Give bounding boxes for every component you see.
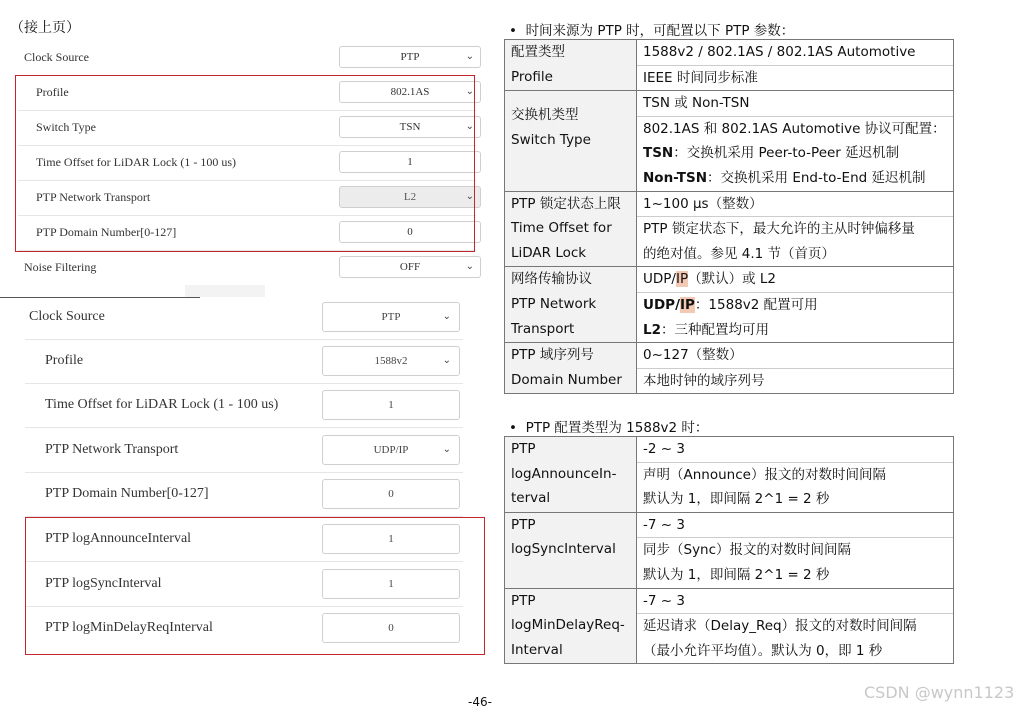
domain-number-input[interactable]: 0 xyxy=(322,479,460,509)
table-row xyxy=(505,437,954,513)
cell-line: 网络传输协议 xyxy=(511,271,592,288)
cell-line: logAnnounceIn- xyxy=(511,465,617,482)
cell-line: 1~100 μs（整数） xyxy=(643,195,763,212)
row-profile xyxy=(25,339,463,384)
bold-term: UDP/ xyxy=(643,296,680,313)
select-value: TSN xyxy=(399,121,421,133)
cell-line: PTP 锁定状态上限 xyxy=(511,195,621,212)
select-value: 1588v2 xyxy=(374,355,408,367)
row-domain-number xyxy=(25,472,463,517)
chevron-down-icon: ⌄ xyxy=(465,51,474,62)
cell-text: ：交换机采用 Peer-to-Peer 延迟机制 xyxy=(673,145,900,162)
table-row xyxy=(505,267,954,343)
cell-line: 本地时钟的域序列号 xyxy=(637,368,953,394)
table-cell xyxy=(505,191,637,267)
cell-line xyxy=(643,267,947,292)
table-cell xyxy=(505,512,637,588)
highlighted-text: IP xyxy=(675,271,689,288)
row-clock-source xyxy=(18,40,476,76)
row-label: PTP Domain Number[0-127] xyxy=(45,486,209,501)
table-row xyxy=(505,343,954,394)
cell-line: Switch Type xyxy=(511,131,591,148)
table-row xyxy=(505,40,954,91)
table-row xyxy=(505,191,954,267)
bullet: • xyxy=(509,23,517,39)
row-label: PTP logMinDelayReqInterval xyxy=(45,620,213,635)
select-value: OFF xyxy=(399,261,421,273)
watermark: CSDN @wynn1123 xyxy=(864,683,1015,702)
clock-source-select[interactable] xyxy=(339,46,481,68)
cell-line: Interval xyxy=(511,641,563,658)
cell-line: logSyncInterval xyxy=(511,541,616,558)
cell-line: 0~127（整数） xyxy=(643,347,743,364)
network-transport-select[interactable] xyxy=(322,435,460,465)
table-cell xyxy=(505,437,637,513)
cell-line: -7 ~ 3 xyxy=(643,516,685,533)
highlight-box xyxy=(15,75,475,252)
select-value: L2 xyxy=(403,191,417,203)
table-row xyxy=(505,91,954,191)
cell-line: 默认为 1，即间隔 2^1 = 2 秒 xyxy=(643,491,830,508)
cell-text: ：交换机采用 End-to-End 延迟机制 xyxy=(707,169,926,186)
log-announce-input[interactable]: 1 xyxy=(322,524,460,554)
cell-line: 1588v2 / 802.1AS / 802.1AS Automotive xyxy=(643,44,916,60)
table-cell xyxy=(505,267,637,343)
heading-text: 时间来源为 PTP 时，可配置以下 PTP 参数： xyxy=(525,23,795,39)
row-time-offset xyxy=(25,383,463,428)
heading-text: PTP 配置类型为 1588v2 时： xyxy=(525,420,709,436)
table-cell xyxy=(505,588,637,664)
noise-filtering-select[interactable] xyxy=(339,256,481,278)
cell-line: IEEE 时间同步标准 xyxy=(637,65,953,91)
table-cell xyxy=(637,91,954,191)
cell-line: PTP xyxy=(511,516,536,533)
cell-line xyxy=(643,141,947,166)
row-label: Time Offset for LiDAR Lock (1 - 100 us) xyxy=(36,155,236,169)
row-clock-source xyxy=(25,295,463,340)
ptp-1588v2-table xyxy=(504,436,954,664)
cell-line: Domain Number xyxy=(511,371,622,388)
cell-line: PTP xyxy=(511,592,536,609)
bold-term: L2 xyxy=(643,321,661,338)
cell-text: （默认）或 L2 xyxy=(688,271,776,288)
clock-source-select[interactable] xyxy=(322,302,460,332)
table-cell xyxy=(637,40,954,91)
log-min-delay-input[interactable]: 0 xyxy=(322,613,460,643)
profile-select[interactable] xyxy=(322,346,460,376)
cell-line: Time Offset for xyxy=(511,220,612,237)
cell-line: -2 ~ 3 xyxy=(643,441,685,457)
chevron-down-icon: ⌄ xyxy=(465,121,474,132)
cell-line: Transport xyxy=(511,320,575,337)
cell-line: PTP Network xyxy=(511,295,597,312)
row-label: Noise Filtering xyxy=(24,260,97,274)
table-cell xyxy=(505,343,637,394)
chevron-down-icon: ⌄ xyxy=(465,86,474,97)
table-cell xyxy=(637,512,954,588)
row-label: Clock Source xyxy=(24,50,89,64)
select-value: PTP xyxy=(381,311,401,323)
table-row xyxy=(505,588,954,664)
cell-line: Profile xyxy=(511,68,553,85)
continued-label: （接上页） xyxy=(10,20,80,36)
cell-line xyxy=(643,318,947,343)
cell-line: logMinDelayReq- xyxy=(511,617,625,634)
row-network-transport xyxy=(25,428,463,473)
table-cell xyxy=(637,343,954,394)
log-sync-input[interactable]: 1 xyxy=(322,569,460,599)
table-cell xyxy=(505,91,637,191)
ptp-params-table xyxy=(504,39,954,394)
cell-text: ：三种配置均可用 xyxy=(661,321,769,338)
table-cell xyxy=(637,267,954,343)
cell-line: 配置类型 xyxy=(511,44,565,60)
row-label: Switch Type xyxy=(36,120,96,134)
chevron-down-icon: ⌄ xyxy=(442,444,451,455)
table-cell xyxy=(637,191,954,267)
cell-line: LiDAR Lock xyxy=(511,244,587,261)
cell-line: PTP 锁定状态下，最大允许的主从时钟偏移量 xyxy=(637,216,953,242)
chevron-down-icon: ⌄ xyxy=(465,191,474,202)
select-value: PTP xyxy=(400,51,420,63)
row-label: PTP logSyncInterval xyxy=(45,576,162,591)
time-offset-input[interactable]: 1 xyxy=(322,390,460,420)
bold-term: Non-TSN xyxy=(643,169,708,186)
cell-line xyxy=(643,166,947,191)
section1-heading xyxy=(509,19,794,39)
cell-line: PTP xyxy=(511,441,536,457)
section2-heading xyxy=(509,416,708,436)
chevron-down-icon: ⌄ xyxy=(442,311,451,322)
cell-line xyxy=(637,292,953,318)
cell-line: 的绝对值。参见 4.1 节（首页） xyxy=(643,245,836,262)
cell-text: ：1588v2 配置可用 xyxy=(694,296,818,313)
domain-number-input[interactable]: 0 xyxy=(339,221,481,243)
table-cell xyxy=(505,40,637,91)
cell-line: terval xyxy=(511,490,551,507)
row-label: Profile xyxy=(45,353,84,368)
table-row xyxy=(505,512,954,588)
cell-line: 交换机类型 xyxy=(511,107,579,124)
select-value: 802.1AS xyxy=(390,86,430,98)
cell-text: UDP/ xyxy=(643,271,676,288)
cell-line: （最小允许平均值）。默认为 0，即 1 秒 xyxy=(643,642,883,659)
table-cell xyxy=(637,437,954,513)
cell-line: 802.1AS 和 802.1AS Automotive 协议可配置： xyxy=(637,116,953,142)
row-label: Profile xyxy=(36,85,69,99)
chevron-down-icon: ⌄ xyxy=(442,355,451,366)
spacer xyxy=(511,562,630,587)
cell-line: 声明（Announce）报文的对数时间间隔 xyxy=(637,462,953,488)
row-label: Time Offset for LiDAR Lock (1 - 100 us) xyxy=(45,397,279,412)
time-offset-input[interactable]: 1 xyxy=(339,151,481,173)
cell-line: -7 ~ 3 xyxy=(643,592,685,609)
row-label: PTP logAnnounceInterval xyxy=(45,531,192,546)
row-label: Clock Source xyxy=(29,309,105,324)
page-number: -46- xyxy=(468,695,492,709)
bullet: • xyxy=(509,420,517,436)
cell-line: TSN 或 Non-TSN xyxy=(643,95,750,112)
row-label: PTP Network Transport xyxy=(36,190,151,204)
select-value: UDP/IP xyxy=(373,444,409,456)
row-noise-filtering xyxy=(18,250,476,285)
row-label: PTP Domain Number[0-127] xyxy=(36,225,177,239)
cell-line: 同步（Sync）报文的对数时间间隔 xyxy=(637,537,953,563)
spacer xyxy=(511,91,630,103)
cell-line: PTP 域序列号 xyxy=(511,347,594,364)
row-label: PTP Network Transport xyxy=(45,442,179,457)
highlighted-text: IP xyxy=(680,296,695,313)
cell-line: 默认为 1，即间隔 2^1 = 2 秒 xyxy=(643,566,830,583)
table-cell xyxy=(637,588,954,664)
cell-line: 延迟请求（Delay_Req）报文的对数时间间隔 xyxy=(637,613,953,639)
chevron-down-icon: ⌄ xyxy=(465,261,474,272)
bold-term: TSN xyxy=(643,145,674,162)
highlight-box xyxy=(25,517,485,655)
